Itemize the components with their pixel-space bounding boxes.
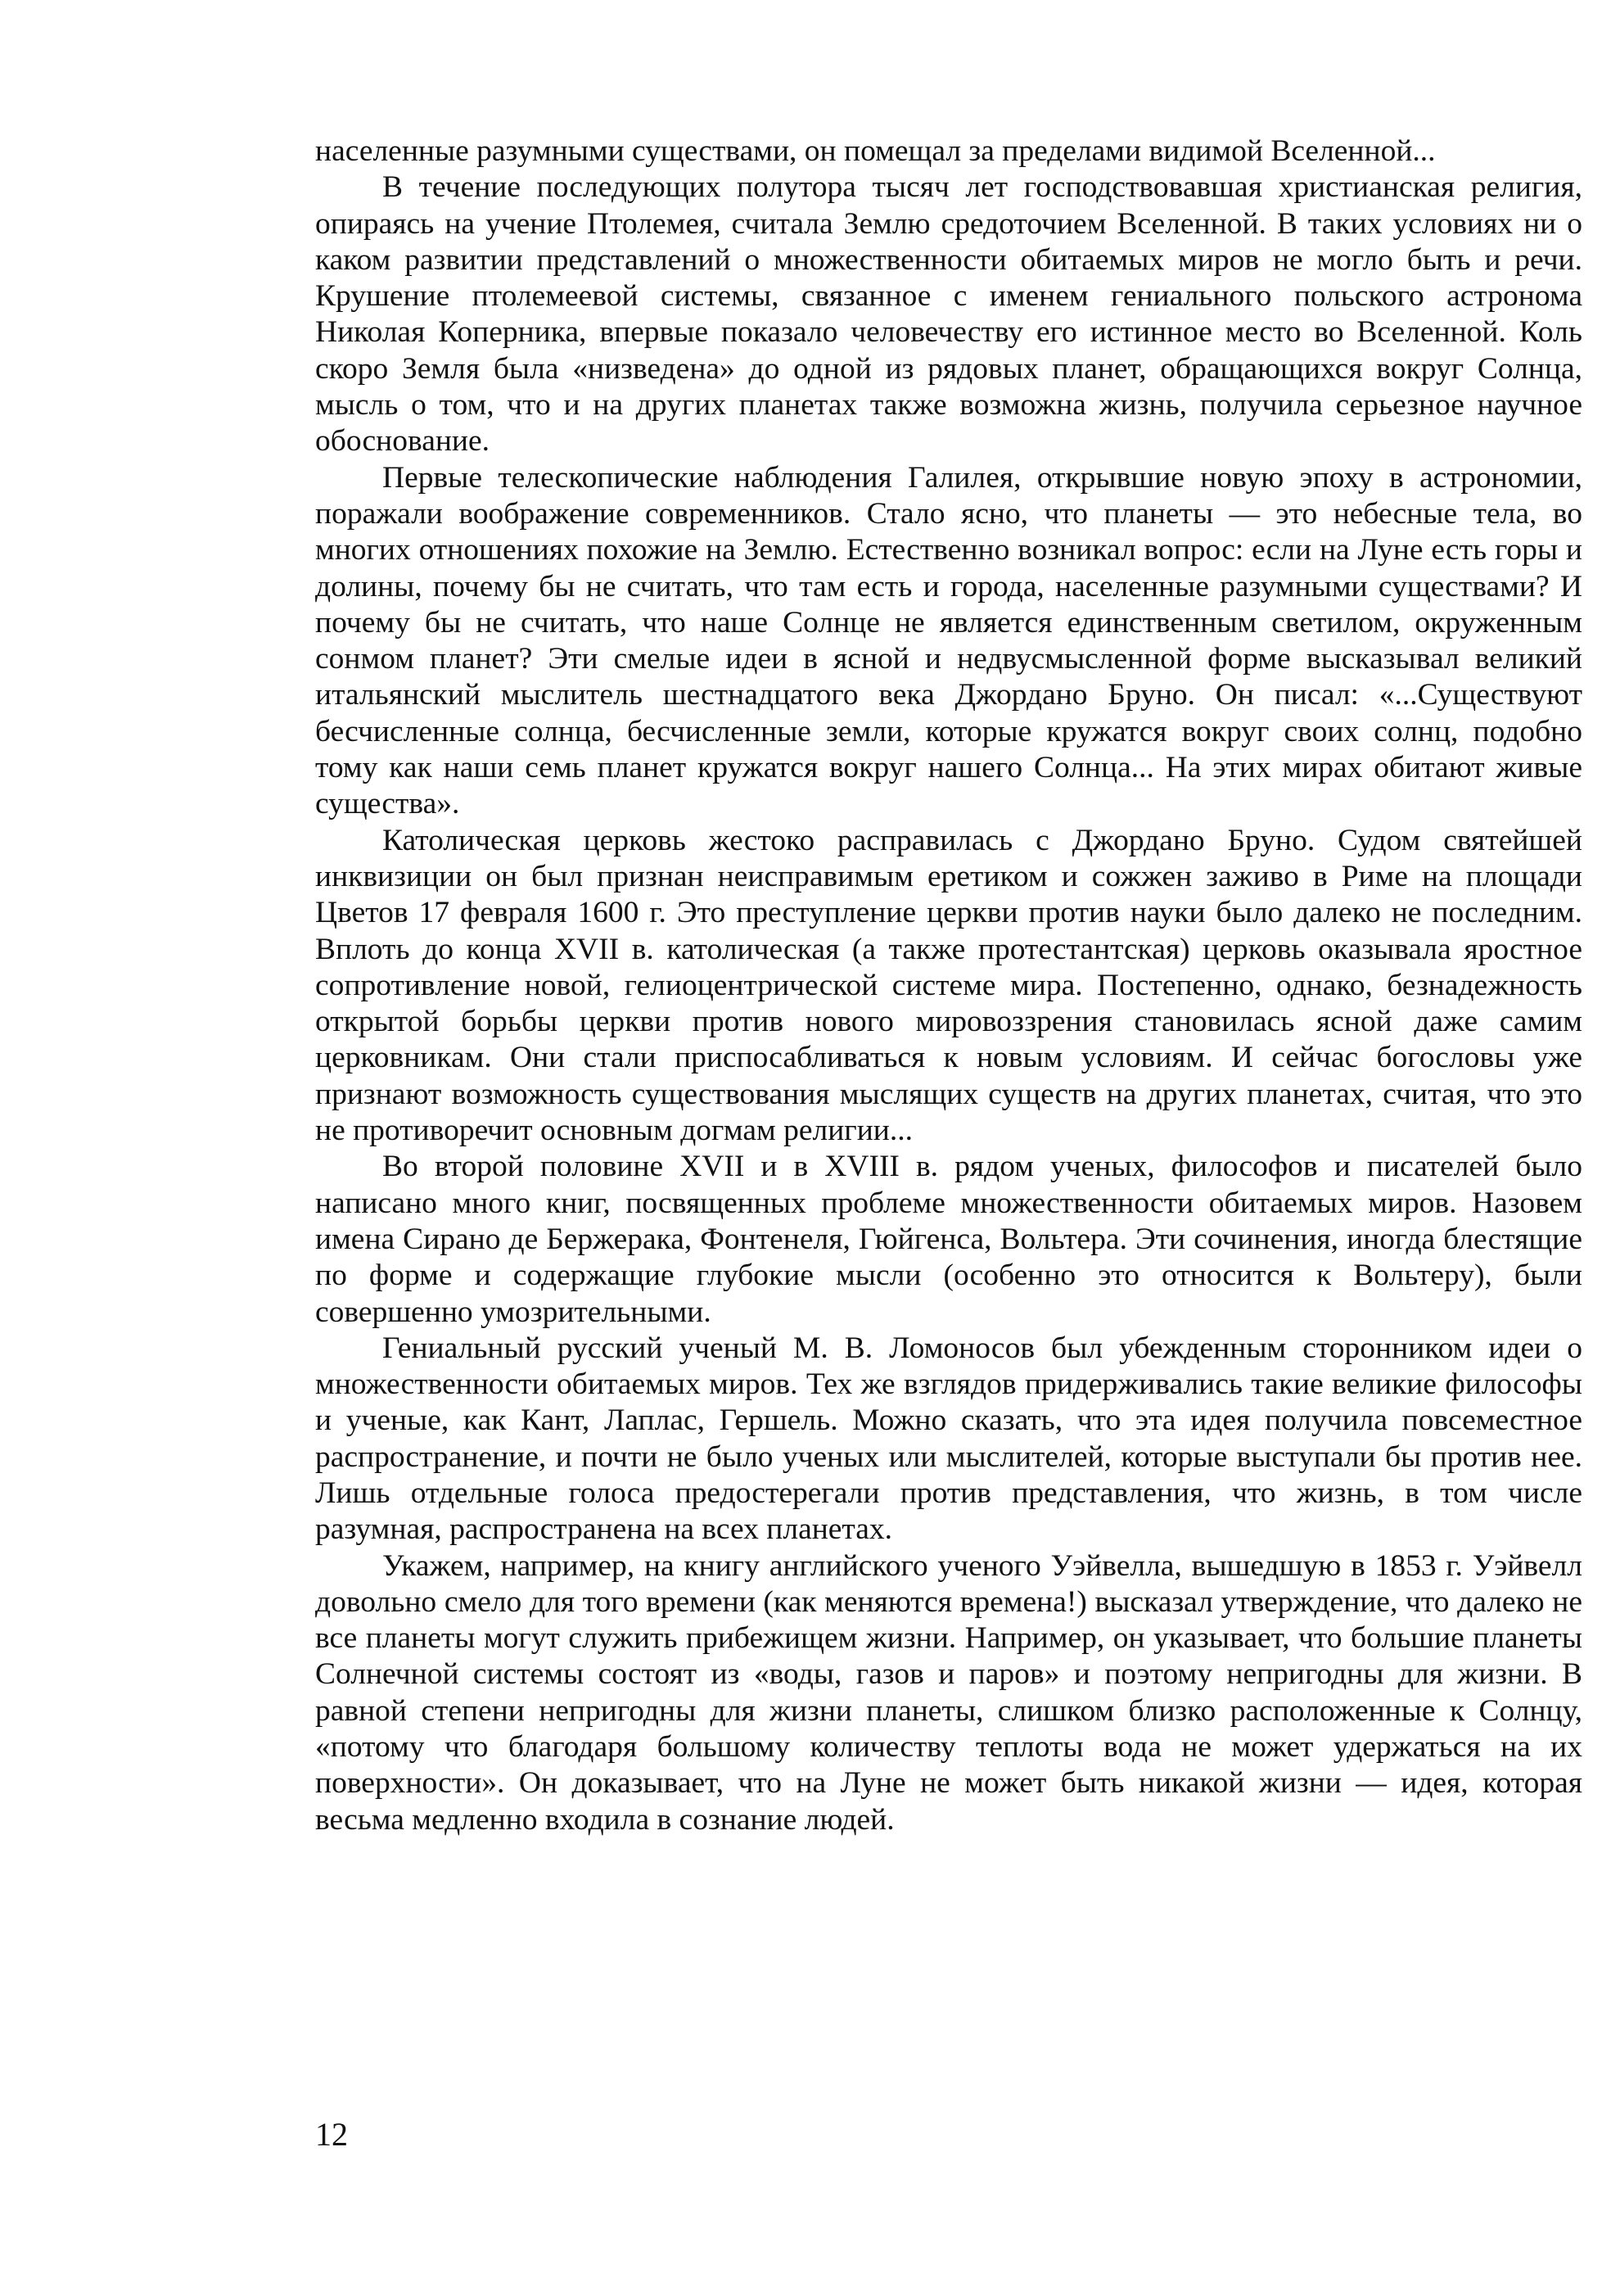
paragraph-lomonosov: Гениальный русский ученый М. В. Ломоносов был убежденным сторонником идеи о множественности обитаемых миров. Тех же взглядов придерживались такие великие философы и ученые, как Кант, Лаплас, Гершель. Можно сказать, что эта идея получила повсеместное распространение, и почти не было ученых или мыслителей, которые выступали бы против нее. Лишь отдельные голоса предостерегали против представления, что жизнь, в том числе разумная, распространена на всех планетах. <box>315 1331 1582 1547</box>
page-number: 12 <box>315 2116 348 2153</box>
paragraph-catholic-church: Католическая церковь жестоко расправилась с Джордано Бруно. Судом святейшей инквизиции он был признан неисправимым еретиком и сожжен заживо в Риме на площади Цветов 17 февраля 1600 г. Это преступление церкви против науки было далеко не последним. Вплоть до конца XVII в. католическая (а также протестантская) церковь оказывала яростное сопротивление новой, гелиоцентрической системе мира. Постепенно, однако, безнадежность открытой борьбы церкви против нового мировоззрения становилась ясной даже самим церковникам. Они стали приспосабливаться к новым условиям. И сейчас богословы уже признают возможность существования мыслящих существ на других планетах, считая, что это не противоречит основным догмам религии... <box>315 823 1582 1148</box>
paragraph-17th-18th-century: Во второй половине XVII и в XVIII в. рядом ученых, философов и писателей было написано много книг, посвященных проблеме множественности обитаемых миров. Назовем имена Сирано де Бержерака, Фонтенеля, Гюйгенса, Вольтера. Эти сочинения, иногда блестящие по форме и содержащие глубокие мысли (особенно это относится к Вольтеру), были совершенно умозрительными. <box>315 1150 1582 1329</box>
paragraph-galileo-bruno: Первые телескопические наблюдения Галилея, открывшие новую эпоху в астрономии, поражали воображение современников. Стало ясно, что планеты — это небесные тела, во многих отношениях похожие на Землю. Естественно возникал вопрос: если на Луне есть горы и долины, почему бы не считать, что там есть и города, населенные разумными существами? И почему бы не считать, что наше Солнце не является единственным светилом, окруженным сонмом планет? Эти смелые идеи в ясной и недвусмысленной форме высказывал великий итальянский мыслитель шестнадцатого века Джордано Бруно. Он писал: «...Существуют бесчисленные солнца, бесчисленные земли, которые кружатся вокруг своих солнц, подобно тому как наши семь планет кружатся вокруг нашего Солнца... На этих мирах обитают живые существа». <box>315 460 1582 821</box>
paragraph-whewell: Укажем, например, на книгу английского ученого Уэйвелла, вышедшую в 1853 г. Уэйвелл довольно смело для того времени (как меняются времена!) высказал утверждение, что далеко не все планеты могут служить прибежищем жизни. Например, он указывает, что большие планеты Солнечной системы состоят из «воды, газов и паров» и поэтому непригодны для жизни. В равной степени непригодны для жизни планеты, слишком близко расположенные к Солнцу, «потому что благодаря большому количеству теплоты вода не может удержаться на их поверхности». Он доказывает, что на Луне не может быть никакой жизни — идея, которая весьма медленно входила в сознание людей. <box>315 1548 1582 1837</box>
page-body <box>315 133 1582 1838</box>
paragraph-christian-religion: В течение последующих полутора тысяч лет господствовавшая христианская религия, опираясь на учение Птолемея, считала Землю средоточием Вселенной. В таких условиях ни о каком развитии представлений о множественности обитаемых миров не могло быть и речи. Крушение птолемеевой системы, связанное с именем гениального польского астронома Николая Коперника, впервые показало человечеству его истинное место во Вселенной. Коль скоро Земля была «низведена» до одной из рядовых планет, обращающихся вокруг Солнца, мысль о том, что и на других планетах также возможна жизнь, получила серьезное научное обоснование. <box>315 170 1582 459</box>
paragraph-continuation: населенные разумными существами, он помещал за пределами видимой Вселенной... <box>315 134 1436 168</box>
